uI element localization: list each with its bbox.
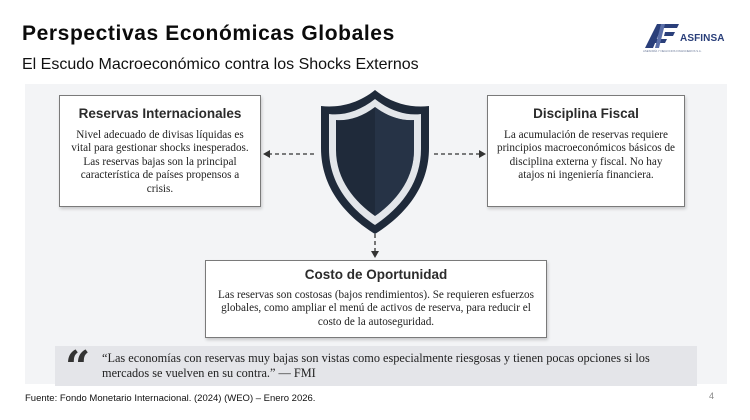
logo-wordmark: ASFINSA xyxy=(680,33,725,44)
card-title-costo: Costo de Oportunidad xyxy=(304,267,448,282)
card-title-fiscal: Disciplina Fiscal xyxy=(533,106,639,121)
card-body-fiscal: La acumulación de reservas requiere principios macroeconómicos básicos de disciplina externa y fiscal. No hay atajos ni ingeniería financiera. xyxy=(496,129,676,182)
card-costo-de-oportunidad xyxy=(205,260,547,338)
arrowhead-left-icon xyxy=(263,150,270,158)
card-disciplina-fiscal xyxy=(487,95,685,207)
logo-tagline: ASESORÍA Y NEGOCIOS FINANCIEROS S.A. xyxy=(643,49,702,53)
shield-icon xyxy=(318,88,432,236)
page-number: 4 xyxy=(709,391,715,401)
card-body-costo: Las reservas son costosas (bajos rendimientos). Se requieren esfuerzos globales, como ampliar el menú de activos de reserva, para reducir el costo de la autoseguridad. xyxy=(218,289,534,328)
card-reservas-internacionales xyxy=(59,95,261,207)
slide-subtitle: El Escudo Macroeconómico contra los Shocks Externos xyxy=(22,56,419,73)
arrowhead-right-icon xyxy=(479,150,486,158)
arrowhead-down-icon xyxy=(371,251,379,258)
card-title-reservas: Reservas Internacionales xyxy=(78,106,242,121)
slide-title: Perspectivas Económicas Globales xyxy=(22,22,395,45)
quote-text: “Las economías con reservas muy bajas son vistas como especialmente riesgosas y tienen pocas opciones si los mercados se vuelven en su contra.” — FMI xyxy=(102,351,650,380)
quote-box xyxy=(55,342,697,393)
quote-mark-icon: “ xyxy=(65,342,91,393)
card-body-reservas: Nivel adecuado de divisas líquidas es vital para gestionar shocks inesperados. Las reservas bajas son la principal característica de países propensos a crisis. xyxy=(71,129,249,195)
source-footnote: Fuente: Fondo Monetario Internacional. (2024) (WEO) – Enero 2026. xyxy=(25,393,316,404)
